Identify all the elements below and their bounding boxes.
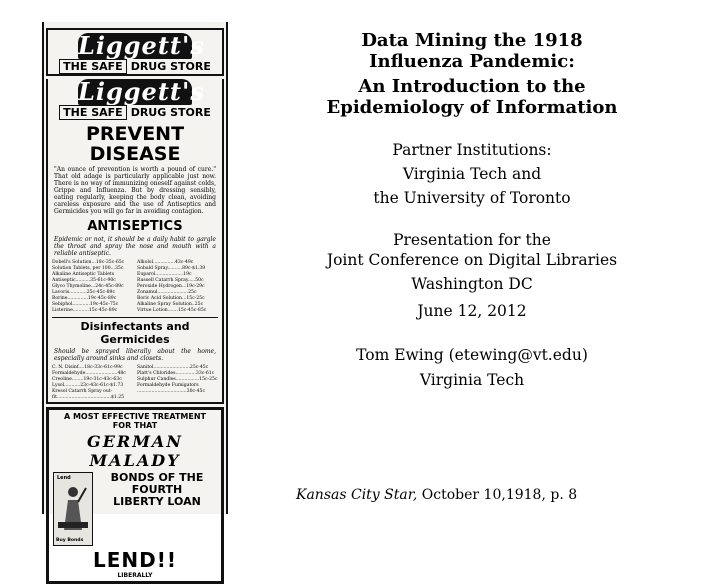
disinfectants-heading: Disinfectants and Germicides — [80, 320, 190, 346]
antiseptics-note: Epidemic or not, it should be a daily habit to gargle the throat and spray the nose and mouth with a reliable antiseptic. — [54, 236, 216, 257]
bonds-line-3: LIBERTY LOAN — [113, 495, 201, 508]
citation-date: October 10,1918, p. 8 — [421, 487, 578, 503]
liggetts-header-box — [46, 28, 224, 76]
partner-heading: Partner Institutions: — [392, 141, 552, 159]
price-line: Sulphur Candles................15c-25c — [137, 377, 218, 382]
price-line: Alkaline Spray Solution..25c — [137, 302, 204, 307]
price-line: Dobell's Solution...18c-35c-65c — [52, 260, 125, 265]
disease-heading: DISEASE — [89, 143, 181, 165]
poster-top-text: Lend — [57, 475, 71, 481]
author-name: Tom Ewing (etewing@vt.edu) — [356, 346, 588, 364]
partner-line-2: the University of Toronto — [373, 189, 571, 207]
price-line: Lysol...........23c-43c-61c-$1.73 — [52, 383, 124, 388]
price-line: Peroxide Hydrogen...19c-29c — [137, 284, 205, 289]
presentation-date: June 12, 2012 — [417, 302, 527, 320]
partner-line-1: Virginia Tech and — [402, 165, 542, 183]
price-line: Formaldehyde Fumigators — [137, 383, 199, 388]
treatment-heading: A MOST EFFECTIVE TREATMENT FOR THAT — [63, 412, 207, 430]
price-line: Glyco Thymoline...24c-45c-89c — [52, 284, 124, 289]
disinfectants-left-column — [52, 365, 133, 401]
price-line: Borine..............19c-45c-89c — [52, 296, 117, 301]
price-line: Boric Acid Solution...15c-25c — [137, 296, 205, 301]
price-line: Kresol Catarrh Spray out- — [52, 389, 113, 394]
disinfectants-price-list — [48, 364, 222, 402]
price-line: Lavoris............25c-45c-89c — [52, 290, 116, 295]
liggetts-logo: Liggett's — [78, 31, 205, 60]
main-ad-box — [46, 79, 224, 404]
title-line-1: Data Mining the 1918 — [361, 30, 583, 51]
price-line: ..................................30c-45c — [137, 389, 206, 394]
price-line: Sobald Spray..........89c-$1.39 — [137, 266, 206, 271]
conference-name: Joint Conference on Digital Libraries — [326, 251, 618, 269]
liberty-loan-row — [49, 472, 221, 546]
liberty-figure-icon — [54, 482, 92, 534]
intro-paragraph: "An ounce of prevention is worth a pound of cure." That old adage is particularly applicable just now. There is no way of immunizing oneself against colds, Grippe and Influenza. But by dressing sensibly, eating regularly, keeping the body clean, avoiding careless exposure and the use of Antiseptics and Germicides you will go far in avoiding contagion. — [54, 166, 216, 215]
price-line: Euparol...................19c — [137, 272, 192, 277]
antiseptics-price-list — [48, 259, 222, 315]
safe-drug-store-row-2 — [48, 105, 222, 120]
newspaper-clipping-image — [42, 22, 228, 579]
liberty-loan-ad-box — [46, 407, 224, 584]
lend-heading: LEND!! — [93, 548, 177, 572]
price-line: Virtue Lotion.......15c-45c-85c — [137, 308, 207, 313]
drug-store-label: DRUG STORE — [130, 60, 211, 73]
price-line: Solution Tablets, per 100...35c — [52, 266, 124, 271]
price-line: Zonamul.....................25c — [137, 290, 197, 295]
antiseptics-heading: ANTISEPTICS — [87, 219, 183, 234]
price-line: Alkaline Antiseptic Tablets — [52, 272, 115, 277]
bonds-text — [93, 472, 221, 508]
liberally-text: LIBERALLY — [117, 572, 153, 579]
price-line: fit.....................................$1.25 — [52, 395, 125, 400]
divider — [52, 317, 218, 318]
image-citation — [296, 486, 577, 504]
disinfectants-right-column — [137, 365, 218, 401]
bonds-line-1: BONDS OF THE — [110, 471, 204, 484]
citation-source: Kansas City Star, — [296, 487, 418, 503]
safe-drug-store-row — [48, 59, 222, 74]
poster-bottom-text: Buy Bonds — [56, 538, 84, 543]
price-line: Listerine...........15c-45c-89c — [52, 308, 118, 313]
price-line: Sanitol.........................25c-45c — [137, 365, 209, 370]
price-line: Russell Catarrh Spray.....50c — [137, 278, 204, 283]
drug-store-label-2: DRUG STORE — [130, 106, 211, 119]
title-line-2: Influenza Pandemic: — [369, 51, 575, 72]
price-line: Creoline........19c-31c-43c-63c — [52, 377, 122, 382]
subtitle-line-2: Epidemiology of Information — [326, 97, 618, 118]
bonds-line-2: FOURTH — [131, 483, 183, 496]
location: Washington DC — [411, 275, 533, 293]
title-slide-text — [262, 30, 682, 392]
subtitle-line-1: An Introduction to the — [358, 76, 586, 97]
price-line: Sebiphol............19c-45c-75c — [52, 302, 119, 307]
prevent-heading: PREVENT — [85, 123, 185, 145]
price-line: C. N. Disinf....18c-33c-61c-99c — [52, 365, 123, 370]
price-line: Formaldehyde......................48c — [52, 371, 126, 376]
price-line: Platt's Chlorides..............33c-61c — [137, 371, 215, 376]
liberty-poster-illustration — [53, 472, 93, 546]
safe-label-2: THE SAFE — [59, 105, 127, 120]
price-line: Antiseptic..........35-61c-90c — [52, 278, 116, 283]
price-line: Alkolol...............43c-49c — [137, 260, 194, 265]
presentation-line-1: Presentation for the — [393, 231, 551, 249]
antiseptics-right-column — [137, 260, 218, 314]
author-affiliation: Virginia Tech — [419, 371, 525, 389]
safe-label: THE SAFE — [59, 59, 127, 74]
german-malady-heading: GERMAN MALADY — [87, 432, 183, 470]
antiseptics-left-column — [52, 260, 133, 314]
disinfectants-note: Should be sprayed liberally about the home, especially around sinks and closets. — [54, 348, 216, 362]
liggetts-logo-2: Liggett's — [78, 77, 205, 106]
